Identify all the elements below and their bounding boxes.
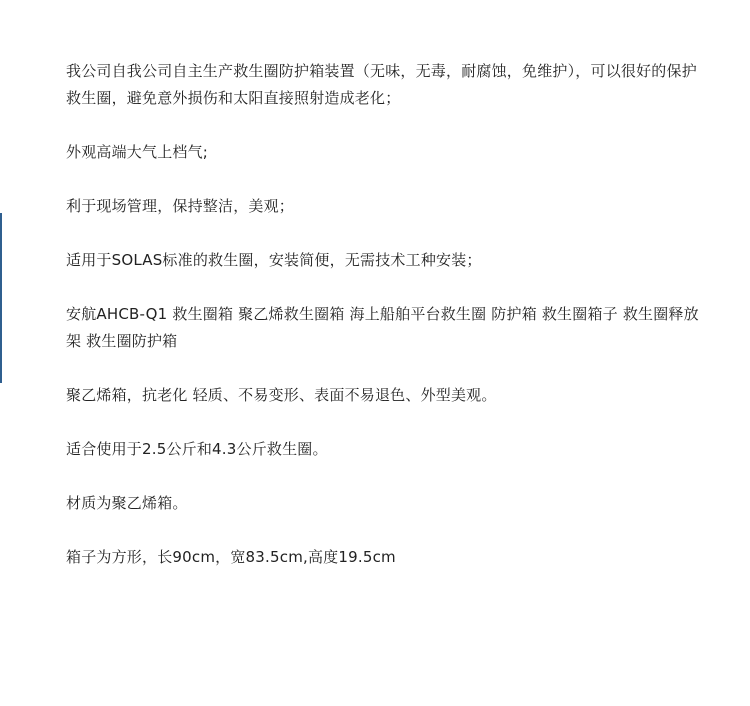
paragraph-intro: 我公司自我公司自主生产救生圈防护箱装置（无味，无毒，耐腐蚀，免维护），可以很好的保护救生圈，避免意外损伤和太阳直接照射造成老化； [66, 62, 697, 107]
paragraph-material-features: 聚乙烯箱，抗老化 轻质、不易变形、表面不易退色、外型美观。 [66, 386, 497, 404]
paragraph-material: 材质为聚乙烯箱。 [66, 494, 188, 512]
paragraph-keywords: 安航AHCB-Q1 救生圈箱 聚乙烯救生圈箱 海上船舶平台救生圈 防护箱 救生圈箱子 救生圈释放架 救生圈防护箱 [66, 305, 699, 350]
product-description [66, 58, 706, 598]
left-edge-accent-line [0, 213, 2, 383]
paragraph-appearance: 外观高端大气上档气; [66, 143, 209, 161]
paragraph-suitability: 适合使用于2.5公斤和4.3公斤救生圈。 [66, 440, 328, 458]
paragraph-management: 利于现场管理，保持整洁，美观； [66, 197, 295, 215]
paragraph-dimensions: 箱子为方形，长90cm，宽83.5cm,高度19.5cm [66, 548, 396, 566]
paragraph-solas: 适用于SOLAS标准的救生圈，安装简便，无需技术工种安装； [66, 251, 482, 269]
